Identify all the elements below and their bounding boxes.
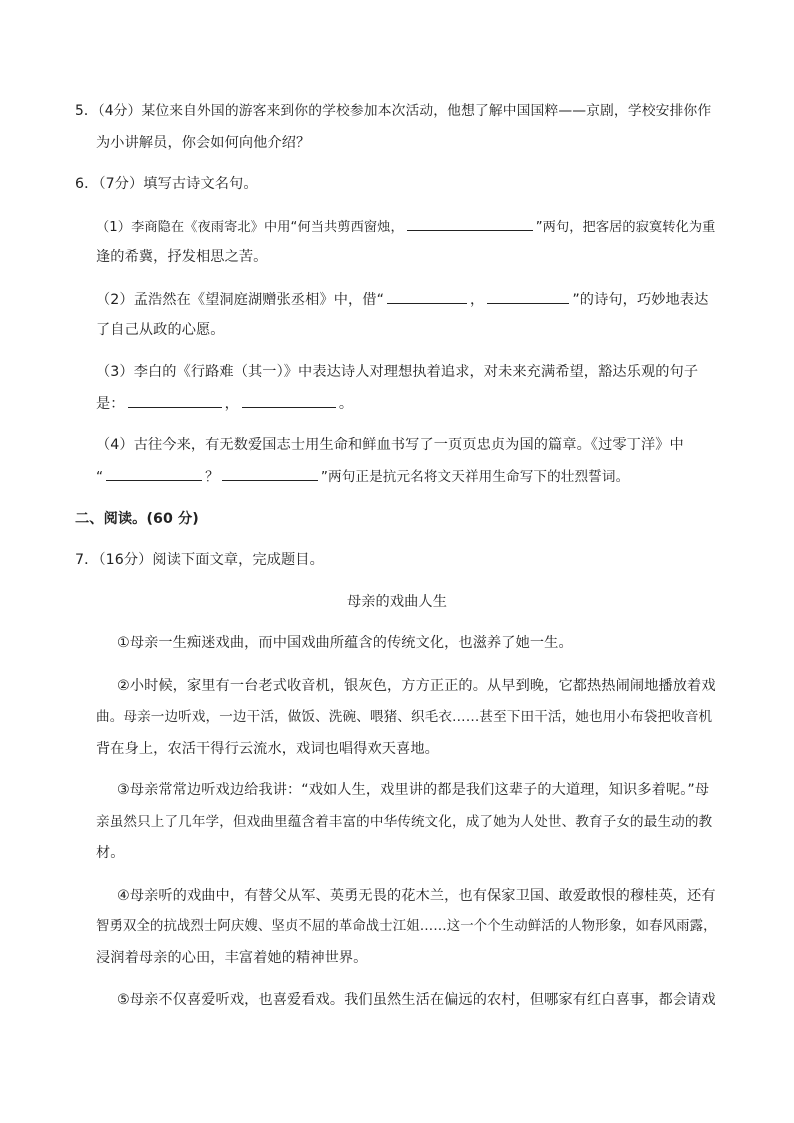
q6-sub4-line-1: （4）古往今来，有无数爱国志士用生命和鲜血书写了一页页忠贞为国的篇章。《过零丁洋》中 <box>96 437 684 453</box>
q6-sub4-line-2 <box>96 466 629 487</box>
q6-sub3-end: 。 <box>338 396 354 412</box>
q6-sub1-text-b: ”两句，把客居的寂寞转化为重 <box>535 220 716 235</box>
q6-sub1-line-1 <box>96 216 715 238</box>
answer-blank[interactable] <box>106 466 202 481</box>
paragraph-2-line-2: 曲。母亲一边听戏，一边干活，做饭、洗碗、喂猪、织毛衣……甚至下田干活，她也用小布袋把收音机 <box>96 709 713 725</box>
q5-line-2: 为小讲解员，你会如何向他介绍？ <box>96 135 311 151</box>
q6-sub2-text-a: （2）孟浩然在《望洞庭湖赠张丞相》中，借“ <box>96 292 385 308</box>
answer-blank[interactable] <box>487 289 569 304</box>
answer-blank[interactable] <box>387 289 467 304</box>
q6-sub2-comma: ， <box>470 292 485 308</box>
q6-sub1-text-a: （1）李商隐在《夜雨寄北》中用“何当共剪西窗烛， <box>96 220 404 235</box>
paragraph-5-line-1: ⑤母亲不仅喜爱听戏，也喜爱看戏。我们虽然生活在偏远的农村，但哪家有红白喜事，都会请戏 <box>117 992 716 1008</box>
paragraph-4-line-2: 智勇双全的抗战烈士阿庆嫂、坚贞不屈的革命战士江姐……这一个个生动鲜活的人物形象，如春风雨露， <box>96 919 717 934</box>
answer-blank[interactable] <box>407 216 533 231</box>
q6-sub2-line-1 <box>96 289 708 310</box>
q6-sub3-text-b: 是： <box>96 396 125 412</box>
q6-sub4-open-quote: “ <box>96 469 104 485</box>
q6-sub2-line-2: 了自己从政的心愿。 <box>96 322 225 338</box>
q7-header: 7．（16分）阅读下面文章，完成题目。 <box>75 552 324 568</box>
q6-sub3-line-1: （3）李白的《行路难（其一）》中表达诗人对理想执着追求，对未来充满希望，豁达乐观的句子 <box>96 364 699 380</box>
paragraph-4-line-3: 浸润着母亲的心田，丰富着她的精神世界。 <box>96 950 368 966</box>
paragraph-2-line-1: ②小时候，家里有一台老式收音机，银灰色，方方正正的。从早到晚，它都热热闹闹地播放着戏 <box>117 678 716 694</box>
q6-sub3-line-2 <box>96 393 353 414</box>
q6-header: 6．（7分）填写古诗文名句。 <box>75 176 258 192</box>
q6-sub3-comma: ， <box>224 396 239 412</box>
paragraph-3-line-2: 亲虽然只上了几年学，但戏曲里蕴含着丰富的中华传统文化，成了她为人处世、教育子女的最生动的教 <box>96 814 713 830</box>
answer-blank[interactable] <box>128 393 222 408</box>
paragraph-3-line-1: ③母亲常常边听戏边给我讲：“戏如人生，戏里讲的都是我们这辈子的大道理，知识多着呢。”母 <box>117 782 710 798</box>
section-heading: 二、阅读。(60 分) <box>75 511 199 527</box>
answer-blank[interactable] <box>222 466 318 481</box>
q6-sub4-question-mark: ？ <box>205 469 219 485</box>
answer-blank[interactable] <box>242 393 336 408</box>
paragraph-1: ①母亲一生痴迷戏曲，而中国戏曲所蕴含的传统文化，也滋养了她一生。 <box>117 635 573 651</box>
paragraph-3-line-3: 材。 <box>96 845 125 861</box>
q6-sub2-text-b: ”的诗句，巧妙地表达 <box>572 292 709 308</box>
q6-sub4-text-b: ”两句正是抗元名将文天祥用生命写下的壮烈誓词。 <box>320 469 630 485</box>
q5-line-1: 5．（4分）某位来自外国的游客来到你的学校参加本次活动，他想了解中国国粹——京剧，学校安排你作 <box>75 103 712 119</box>
paragraph-4-line-1: ④母亲听的戏曲中，有替父从军、英勇无畏的花木兰，也有保家卫国、敢爱敢恨的穆桂英，还有 <box>117 888 716 904</box>
article-title: 母亲的戏曲人生 <box>346 594 447 610</box>
q6-sub1-line-2: 逢的希冀，抒发相思之苦。 <box>96 249 268 265</box>
paragraph-2-line-3: 背在身上，农活干得行云流水，戏词也唱得欢天喜地。 <box>96 741 439 757</box>
